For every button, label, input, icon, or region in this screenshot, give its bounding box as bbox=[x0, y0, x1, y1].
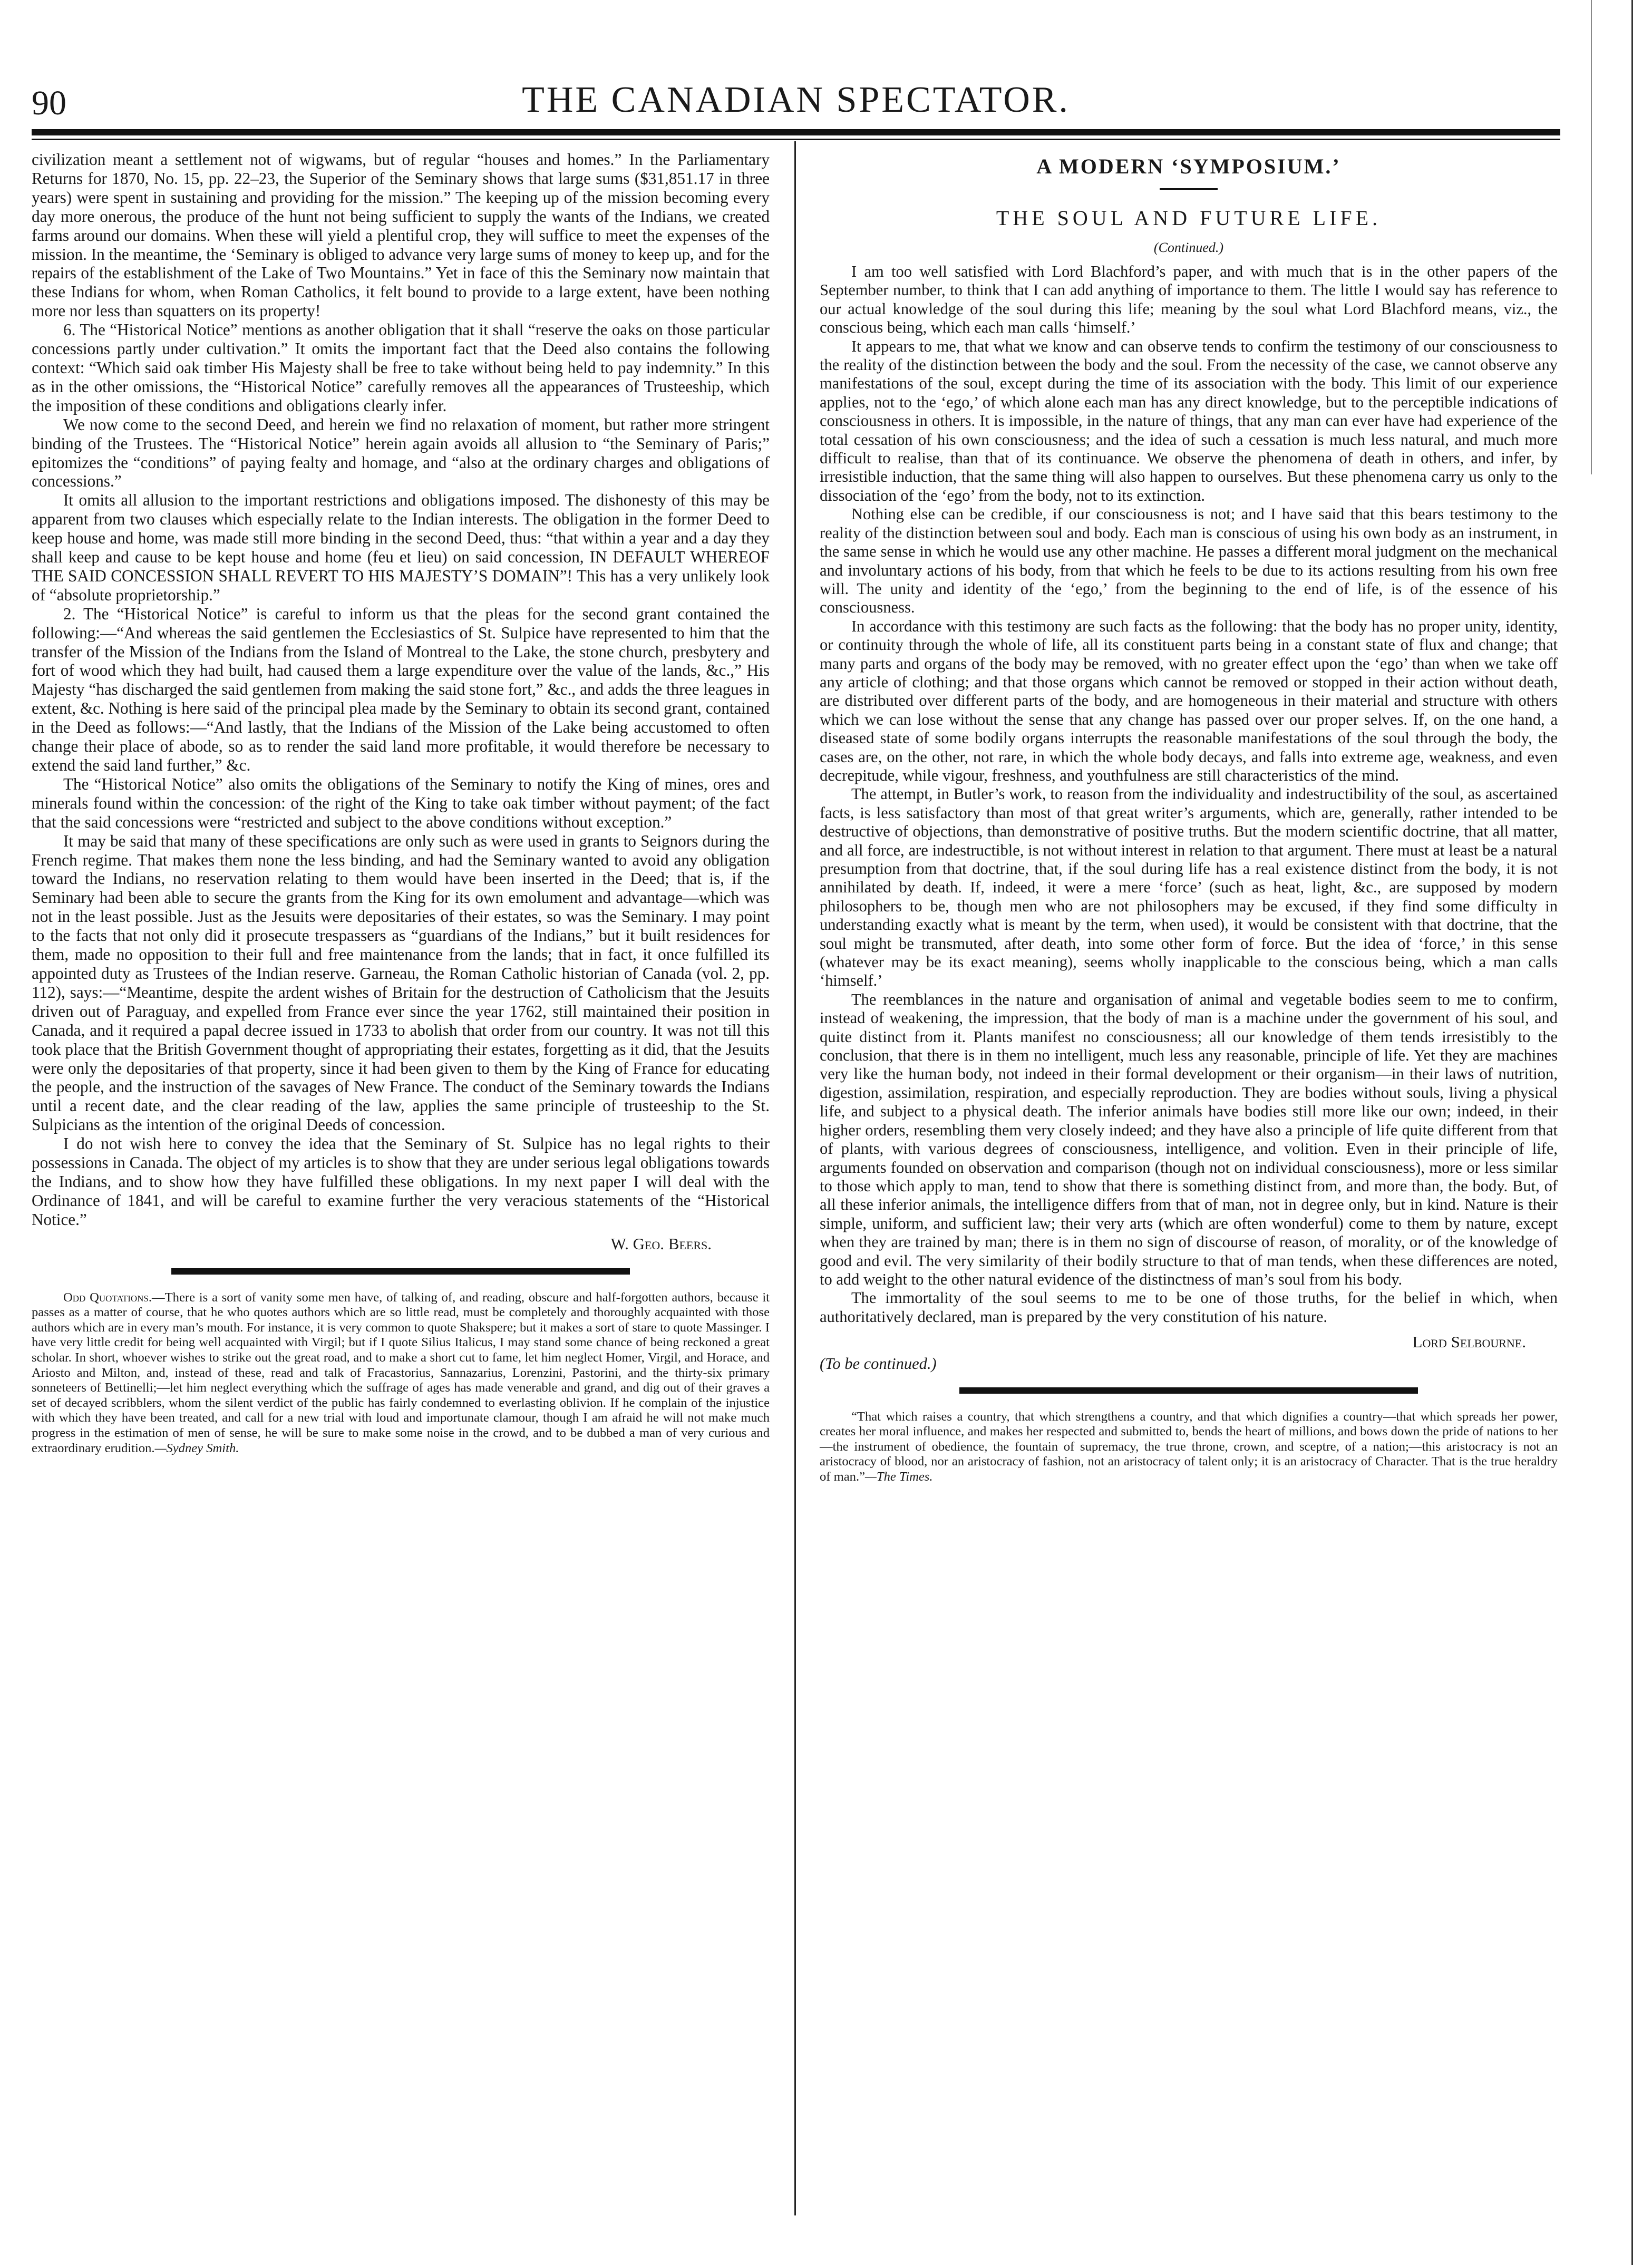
left-paragraph-8: I do not wish here to convey the idea that the Seminary of St. Sulpice has no legal rights to their possessions in Canada. The object of my articles is to show that they are under serious legal obligations towards the Indians, and to show how they have fulfilled these obligations. In my next paper I will deal with the Ordinance of 1841, and will be careful to examine further the very veracious statements of the “Historical Notice.” bbox=[32, 1134, 770, 1229]
right-paragraph-5: The attempt, in Butler’s work, to reason from the individuality and indestructibility of the soul, as ascertained facts, is less satisfactory than most of that great writer’s arguments, which are, generally, rather intended to be destructive of objections, than demonstrative of positive truths. But the modern scientific doctrine, that all matter, and all force, are indestructible, is not without interest in relation to that argument. There must at least be a natural presumption from that doctrine, that, if the soul during life has a real existence distinct from the body, it is not annihilated by death. If, indeed, it were a mere ‘force’ (such as heat, light, &c., are supposed by modern philosophers to be, though men who are not philosophers may be excused, if they find some difficulty in understanding exactly what is meant by the term, when used), it would be consistent with that doctrine, that the soul might be transmuted, after death, into some other form of force. But the idea of ‘force,’ in this sense (whatever may be its exact meaning), seems wholly inapplicable to the conscious being, which a man calls ‘himself.’ bbox=[820, 785, 1558, 990]
to-be-continued: (To be continued.) bbox=[820, 1355, 937, 1373]
section-separator bbox=[171, 1268, 630, 1275]
article-title: A MODERN ‘SYMPOSIUM.’ bbox=[1036, 154, 1341, 178]
header-rule-thick bbox=[32, 129, 1560, 135]
page-edge-shadow bbox=[1591, 0, 1592, 474]
odd-quotations-author: —Sydney Smith. bbox=[154, 1441, 239, 1455]
page-header bbox=[32, 79, 1560, 129]
left-paragraph-3: We now come to the second Deed, and herein we find no relaxation of moment, but rather more stringent binding of the Trustees. The “Historical Notice” herein again avoids all allusion to “the Seminary of Paris;” epitomizes the “conditions” of paying fealty and homage, and “also at the ordinary charges and obligations of concessions.” bbox=[32, 415, 770, 491]
section-separator-right bbox=[959, 1387, 1418, 1394]
quote-source: —The Times. bbox=[865, 1469, 933, 1484]
quote-text: “That which raises a country, that which strengthens a country, and that which dignifies a country—that which spreads her power, creates her moral influence, and makes her respected and submitted to, bends the heart of millions, and bows down the pride of nations to her—the instrument of obedience, the fountain of supremacy, the true throne, crown, and sceptre, of a nation;—this aristocracy is not an aristocracy of blood, nor an aristocracy of fashion, not an aristocracy of talent only; it is an aristocracy of Character. That is the true heraldry of man.” bbox=[820, 1409, 1558, 1484]
article-signature: W. Geo. Beers. bbox=[610, 1234, 712, 1253]
quote-section bbox=[820, 1409, 1558, 1485]
column-divider bbox=[794, 141, 796, 2215]
odd-quotations-section bbox=[32, 1290, 770, 1456]
left-paragraph-5: 2. The “Historical Notice” is careful to inform us that the pleas for the second grant contained the following:—“And whereas the said gentlemen the Ecclesiastics of St. Sulpice have represented to him that the transfer of the Mission of the Indians from the Island of Montreal to the Lake, the stone church, presbytery and fort of wood which they had built, had caused them a large expenditure over the value of the lands, &c.,” His Majesty “has discharged the said gentlemen from making the said stone fort,” &c., and adds the three leagues in extent, &c. Nothing is here said of the principal plea made by the Seminary to obtain its second grant, contained in the Deed as follows:—“And lastly, that the Indians of the Mission of the Lake being accustomed to often change their place of abode, so as to render the said land more profitable, it would therefore be necessary to extend the said land further,” &c. bbox=[32, 604, 770, 774]
left-column bbox=[32, 150, 770, 1456]
masthead: THE CANADIAN SPECTATOR. bbox=[522, 80, 1070, 120]
odd-quotations-text: —There is a sort of vanity some men have, of talking of, and reading, obscure and half-forgotten authors, because it passes as a matter of course, that he who quotes authors which are so little read, must be completely and thoroughly acquainted with those authors which are in every man’s mouth. For instance, it is very common to quote Shakspere; but it makes a sort of stare to quote Massinger. I have very little credit for being well acquainted with Virgil; but if I quote Silius Italicus, I may stand some chance of being reckoned a great scholar. In short, whoever wishes to strike out the great road, and to make a short cut to fame, let him neglect Homer, Virgil, and Horace, and Ariosto and Milton, and, instead of these, read and talk of Fracastorius, Sannazarius, Lorenzini, Pastorini, and the thirty-six primary sonneteers of Bettinelli;—let him neglect everything which the suffrage of ages has made venerable and grand, and dig out of their graves a set of decayed scribblers, whom the silent verdict of the public has fairly condemned to everlasting oblivion. If he complain of the injustice with which they have been treated, and call for a new trial with loud and importunate clamour, though I am afraid he will not make much progress in the estimation of men of sense, he will be sure to make some noise in the crowd, and to be dubbed a man of very curious and extraordinary erudition. bbox=[32, 1290, 770, 1455]
left-paragraph-2: 6. The “Historical Notice” mentions as another obligation that it shall “reserve the oaks on those particular concessions partly under cultivation.” It omits the important fact that the Deed also contains the following context: “Which said oak timber His Majesty shall be free to take without being held to pay indemnity.” In this as in the other omissions, the “Historical Notice” carefully removes all the appearances of Trusteeship, which the imposition of these conditions and obligations clearly infer. bbox=[32, 320, 770, 415]
odd-quotations-title: Odd Quotations. bbox=[63, 1290, 152, 1305]
right-paragraph-1: I am too well satisfied with Lord Blachford’s paper, and with much that is in the other papers of the September number, to think that I can add anything of importance to them. The little I would say has reference to our actual knowledge of the soul during this life; meaning by the soul what Lord Blachford means, viz., the conscious being, which each man calls ‘himself.’ bbox=[820, 263, 1558, 337]
page-edge-line bbox=[1631, 0, 1633, 2265]
newspaper-page bbox=[32, 79, 1560, 2219]
right-paragraph-2: It appears to me, that what we know and can observe tends to confirm the testimony of our consciousness to the reality of the distinction between the body and the soul. From the necessity of the case, we cannot observe any manifestations of the soul, except during the time of its association with the body. This limit of our experience applies, not to the ‘ego,’ of which alone each man has any direct knowledge, but to the perceptible indications of consciousness in others. It is impossible, in the nature of things, that any man can ever have had experience of the total cessation of his own consciousness; and the idea of such a cessation is much less natural, and much more difficult to realise, than that of its continuance. We observe the phenomena of death in others, and infer, by irresistible induction, that the same thing will also happen to ourselves. But these phenomena carry us only to the dissociation of the ‘ego’ from the body, not to its extinction. bbox=[820, 337, 1558, 504]
right-paragraph-4: In accordance with this testimony are such facts as the following: that the body has no proper unity, identity, or continuity through the whole of life, all its constituent parts being in a constant state of flux and change; that many parts and organs of the body may be removed, with no greater effect upon the ‘ego’ than when we take off any article of clothing; and that those organs which cannot be removed or stopped in their action without death, are distributed over different parts of the body, and are homogeneous in their material and structure with others which we can lose without the sense that any change has passed over our proper selves. If, on the one hand, a diseased state of some bodily organs interrupts the reasonable manifestations of the soul through the body, the cases are, on the other, not rare, in which the whole body decays, and falls into extreme age, weakness, and even decrepitude, while vigour, freshness, and youthfulness are still characteristics of the mind. bbox=[820, 617, 1558, 784]
right-paragraph-3: Nothing else can be credible, if our consciousness is not; and I have said that this bears testimony to the reality of the distinction between soul and body. Each man is conscious of using his own body as an instrument, in the same sense in which he would use any other machine. He passes a different moral judgment on the mechanical and involuntary actions of his body, from that which he feels to be due to its actions resulting from his own free will. The unity and identity of the ‘ego,’ from the beginning to the end of life, is of the essence of his consciousness. bbox=[820, 505, 1558, 617]
left-paragraph-4: It omits all allusion to the important restrictions and obligations imposed. The dishonesty of this may be apparent from two clauses which especially relate to the Indian interests. The obligation in the former Deed to keep house and home, was made still more binding in the second Deed, thus: “that within a year and a day they shall keep and cause to be kept house and home (feu et lieu) on said concession, IN DEFAULT WHEREOF THE SAID CONCESSION SHALL REVERT TO HIS MAJESTY’S DOMAIN”! This has a very unlikely look of “absolute proprietorship.” bbox=[32, 491, 770, 604]
right-paragraph-6: The reemblances in the nature and organisation of animal and vegetable bodies seem to me to confirm, instead of weakening, the impression, that the body of man is a machine under the government of his soul, and quite distinct from it. Plants manifest no consciousness; all our knowledge of them tends irresistibly to the conclusion, that there is in them no intelligent, much less any reasonable, principle of life. Yet they are machines very like the human body, not indeed in their formal development or their organism—in their laws of nutrition, digestion, assimilation, respiration, and especially reproduction. They are bodies without souls, living a physical life, and subject to a physical death. The inferior animals have bodies still more like our own; indeed, in their higher orders, resembling them very closely indeed; and they have also a principle of life quite different from that of plants, with various degrees of consciousness, intelligence, and volition. Even in their principle of life, arguments founded on observation and comparison (though not on individual consciousness), more or less similar to those which apply to man, tend to show that there is something distinct from, and more than, the body. But, of all these inferior animals, the intelligence differs from that of man, not in degree only, but in kind. Nature is their simple, uniform, and sufficient law; their very arts (which are often wonderful) come to them by nature, except when they are trained by man; there is in them no sign of discourse of reason, of morality, or of the knowledge of good and evil. The very similarity of their bodily structure to that of man tends, when these differences are noted, to add weight to the other natural evidence of the distinctness of man’s soul from his body. bbox=[820, 990, 1558, 1288]
header-rule-thin bbox=[32, 139, 1560, 140]
left-paragraph-6: The “Historical Notice” also omits the obligations of the Seminary to notify the King of mines, ores and minerals found within the concession: of the right of the King to take oak timber without payment; of the fact that the said concessions were “restricted and subject to the above conditions without exception.” bbox=[32, 774, 770, 831]
right-paragraph-7: The immortality of the soul seems to me to be one of those truths, for the belief in which, when authoritatively declared, man is prepared by the very constitution of his nature. bbox=[820, 1289, 1558, 1326]
title-rule bbox=[1160, 188, 1218, 190]
page-number: 90 bbox=[32, 84, 66, 122]
right-column bbox=[820, 150, 1558, 1485]
article-signature-right: Lord Selbourne. bbox=[1412, 1333, 1526, 1352]
left-paragraph-1: civilization meant a settlement not of wigwams, but of regular “houses and homes.” In the Parliamentary Returns for 1870, No. 15, pp. 22–23, the Superior of the Seminary shows that large sums ($31,851.17 in three years) were spent in sustaining and providing for the mission.” The keeping up of the mission becoming every day more onerous, the produce of the hunt not being sufficient to supply the wants of the Indians, we created farms around our domains. When these will yield a plentiful crop, they will suffice to meet the expenses of the mission. In the meantime, the ‘Seminary is obliged to advance very large sums of money to keep up, and for the repairs of the establishment of the Lake of Two Mountains.” Yet in face of this the Seminary now maintain that these Indians for whom, when Roman Catholics, it felt bound to provide to a large extent, have been nothing more nor less than squatters on its property! bbox=[32, 150, 770, 320]
left-paragraph-7: It may be said that many of these specifications are only such as were used in grants to Seignors during the French regime. That makes them none the less binding, and had the Seminary wanted to avoid any obligation toward the Indians, no reservation relating to them would have been inserted in the Deed; that is, if the Seminary had been able to secure the grants from the King for its own emolument and advantage—which was not in the least possible. Just as the Jesuits were depositaries of their estates, so was the Seminary. I may point to the facts that not only did it prosecute trespassers as “guardians of the Indians,” but it built residences for them, made no opposition to their full and free maintenance from the lands; that in fact, it once fulfilled its appointed duty as Trustees of the Indian reserve. Garneau, the Roman Catholic historian of Canada (vol. 2, pp. 112), says:—“Meantime, despite the ardent wishes of Britain for the destruction of Catholicism that the Jesuits driven out of Paraguay, and expelled from France ever since the year 1762, still maintained their position in Canada, and it required a papal decree issued in 1733 to abolish that order from our country. It was not till this took place that the British Government thought of appropriating their estates, forgetting as it did, that the Jesuits were only the depositaries of that property, since it had been given to them by the King of France for educating the people, and the instruction of the savages of New France. The conduct of the Seminary towards the Indians until a recent date, and the clear reading of the law, applies the same principle of trusteeship to the St. Sulpicians as the intention of the original Deeds of concession. bbox=[32, 831, 770, 1134]
continued-label: (Continued.) bbox=[1153, 240, 1224, 255]
article-subtitle: THE SOUL AND FUTURE LIFE. bbox=[996, 206, 1382, 230]
